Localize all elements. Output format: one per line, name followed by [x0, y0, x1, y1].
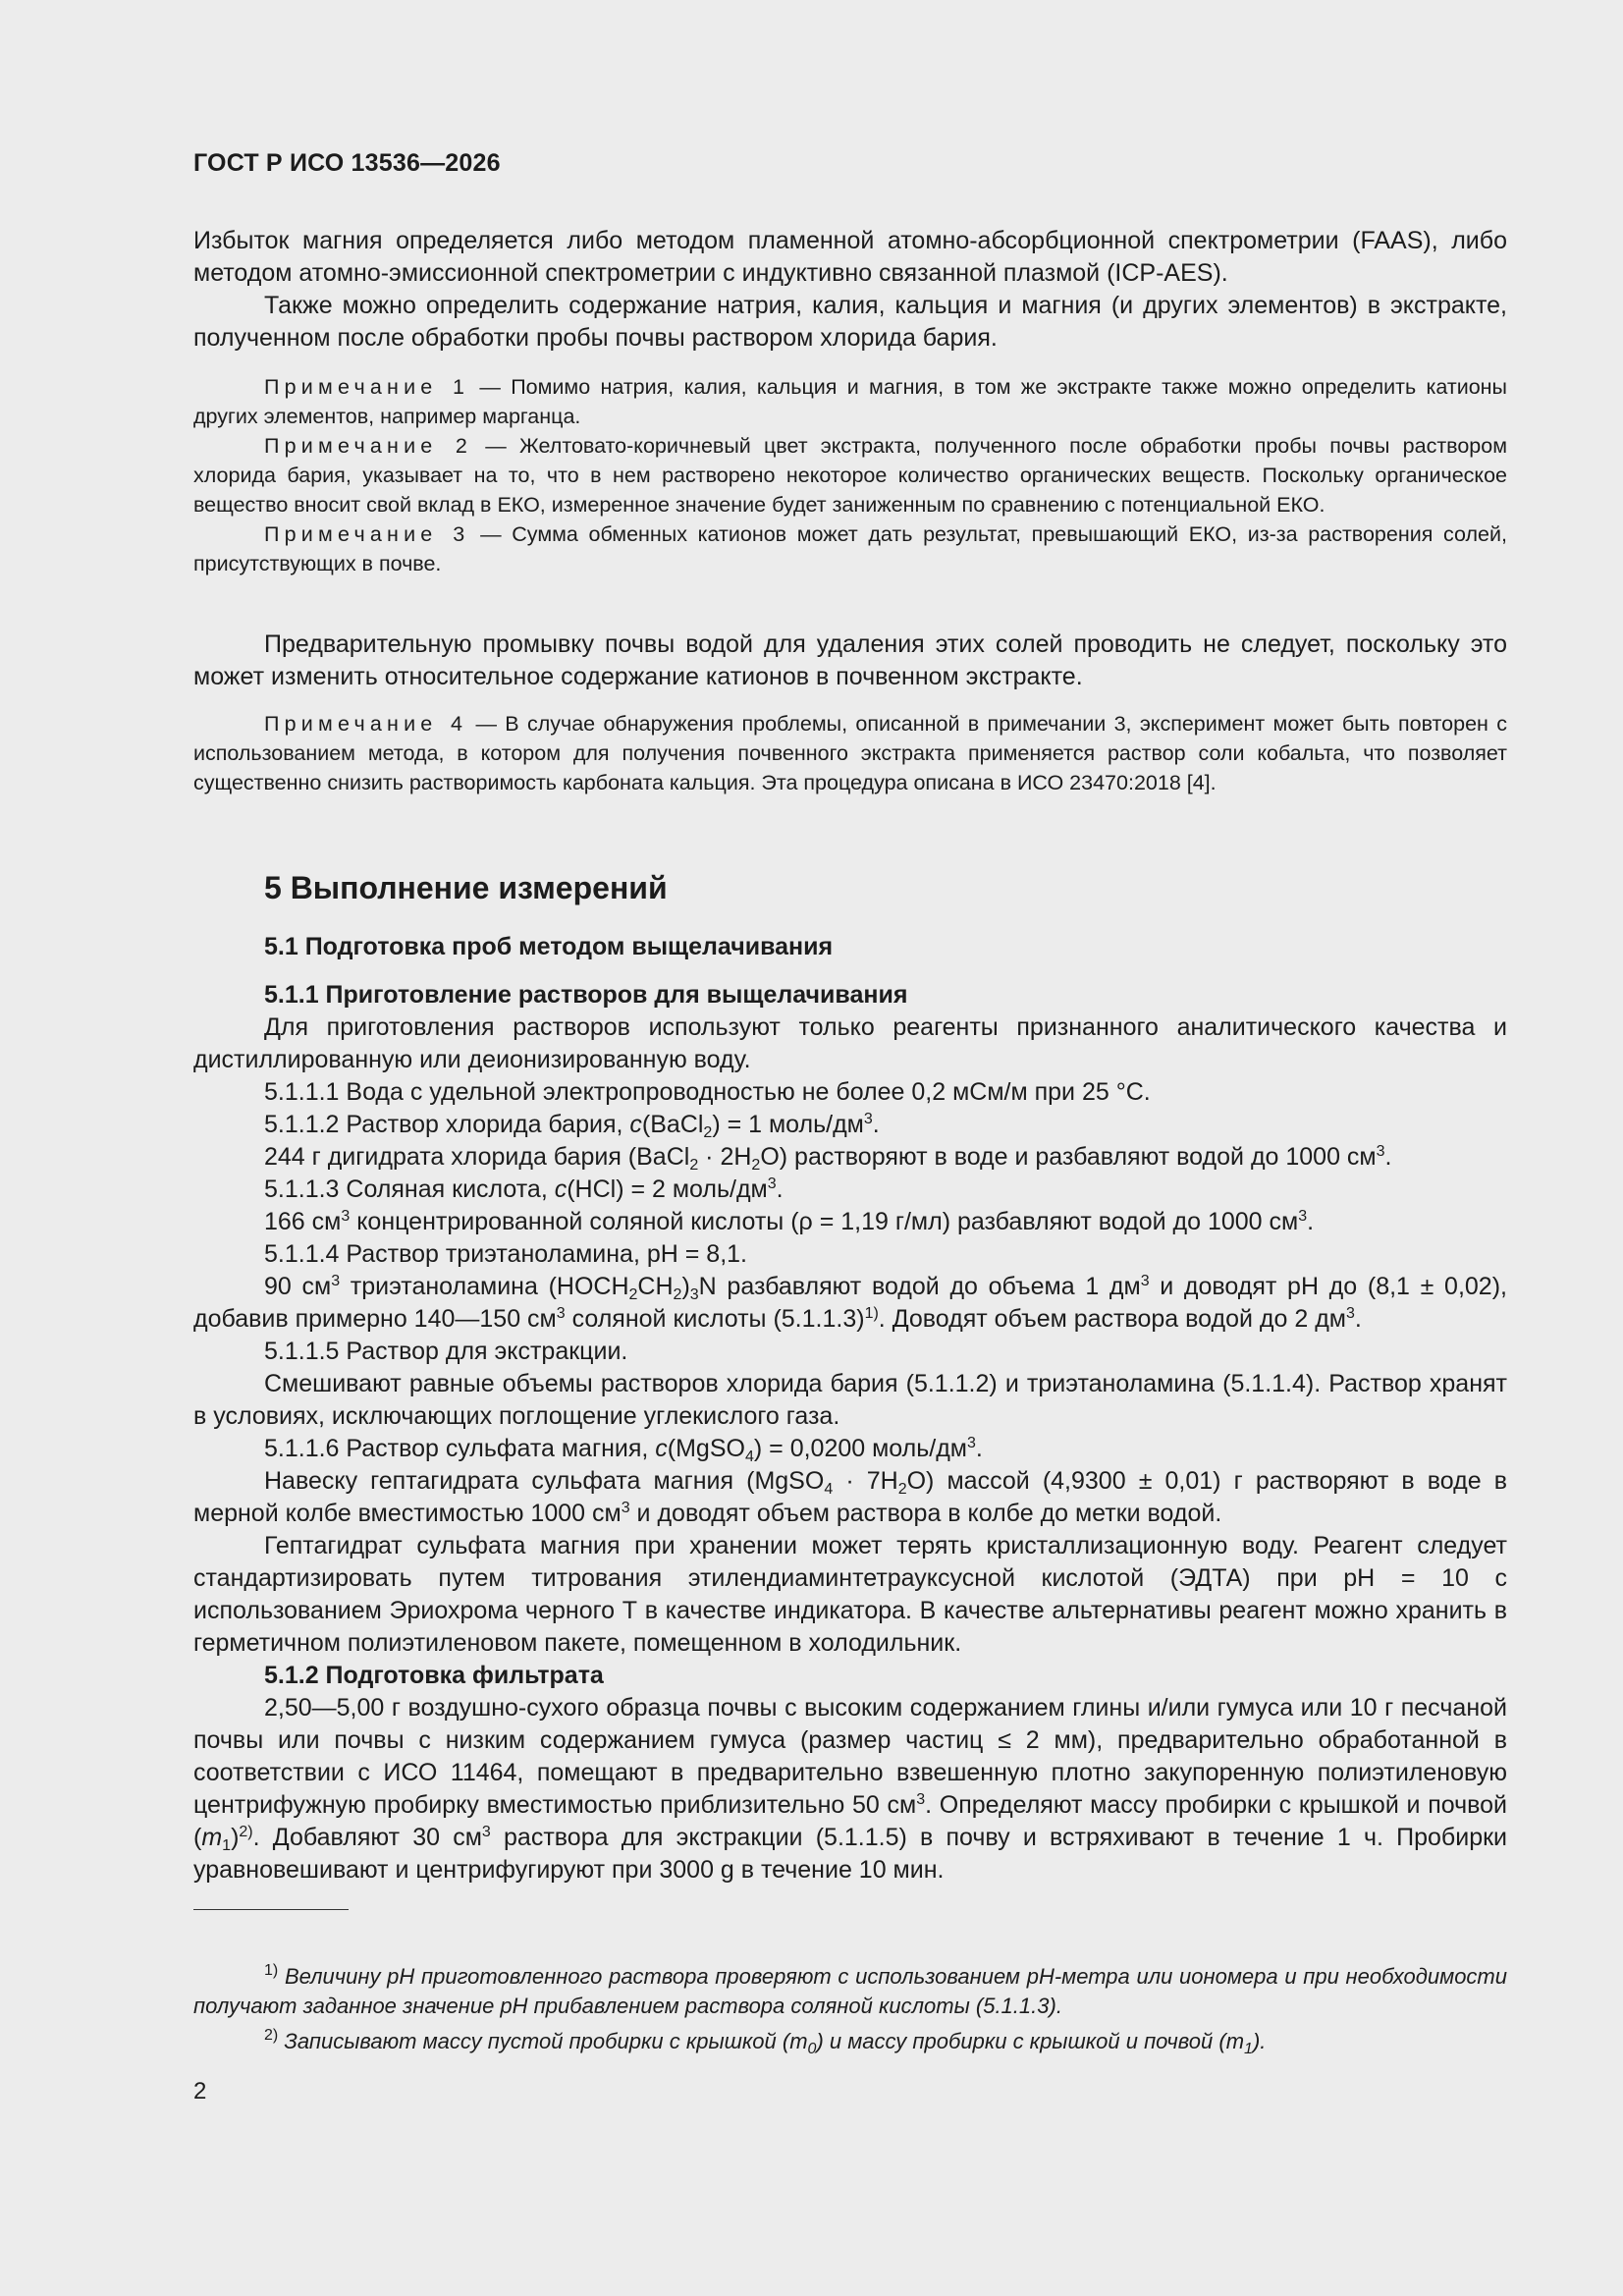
subsection-5-1-1: [193, 979, 1507, 1886]
note-label: Примечание 3: [264, 522, 470, 546]
subsection-5-1: [193, 931, 1507, 963]
note-label: Примечание 4: [264, 712, 468, 736]
note-4: Примечание 4 — В случае обнаружения проблемы, описанной в примечании 3, эксперимент может быть повторен с использованием метода, в котором для получения почвенного экстракта применяется раствор соли кобальта, что позволяет существенно снизить растворимость карбоната кальция. Эта процедура описана в ИСО 23470:2018 [4].: [193, 712, 1507, 794]
paragraph: 244 г дигидрата хлорида бария (BaCl$_2$ · $2H_2O$) растворяют в воде и разбавляют водой до 1000 $см^3$.: [264, 1143, 1392, 1174]
subsection-heading: 5.1.1 Приготовление растворов для выщелачивания: [264, 981, 908, 1009]
paragraph: Также можно определить содержание натрия, калия, кальция и магния (и других элементов) в экстракте, полученном после обработки пробы почвы раствором хлорида бария.: [193, 292, 1507, 352]
item-5-1-1-2: 5.1.1.2 Раствор хлорида бария, c(BaCl$_2$) = 1 моль/$дм^3$.: [264, 1111, 880, 1141]
paragraph: Для приготовления растворов используют только реагенты признанного аналитического качества и дистиллированную или деионизированную воду.: [193, 1013, 1507, 1073]
paragraph: 90 $см^3$ триэтаноламина $(HOCH_2CH_2)_3N$ разбавляют водой до объема 1 $дм^3$ и доводят pH до (8,1 ± 0,02), добавив примерно 140—150 $см^3$ соляной кислоты $(5.1.1.3)^{1)}$. Доводят объем раствора водой до 2 $дм^3$.: [193, 1273, 1507, 1333]
footnote-ref: 1): [864, 1305, 879, 1323]
section-heading: 5 Выполнение измерений: [264, 870, 668, 905]
intro-block: [193, 225, 1507, 355]
footnote-1: $^{1)}$ Величину pH приготовленного раствора проверяют с использованием pH-метра или иономера и при необходимости получают заданное значение pH прибавлением раствора соляной кислоты (5.1.1.3).: [193, 1962, 1507, 2018]
document-header: ГОСТ Р ИСО 13536—2026: [193, 149, 501, 177]
paragraph: 2,50—5,00 г воздушно-сухого образца почвы с высоким содержанием глины и/или гумуса или 10 г песчаной почвы или почвы с низким содержанием гумуса (размер частиц ≤ 2 мм), предварительно обработанной в соответствии с ИСО 11464, помещают в предварительно взвешенную плотно закупоренную полиэтиленовую центрифужную пробирку вместимостью приблизительно 50 $см^3$. Определяют массу пробирки с крышкой и почвой $(m_1)^{2)}$. Добавляют 30 $см^3$ раствора для экстракции (5.1.1.5) в почву и встряхивают в течение 1 ч. Пробирки уравновешивают и центрифугируют при 3000 g в течение 10 мин.: [193, 1694, 1507, 1884]
item-5-1-1-4: 5.1.1.4 Раствор триэтаноламина, pH = 8,1.: [264, 1240, 748, 1268]
notes-block: [193, 372, 1507, 578]
item-5-1-1-3: 5.1.1.3 Соляная кислота, c(HCl) = 2 моль/$дм^3$.: [264, 1175, 784, 1203]
footnote-separator: [193, 1909, 349, 1910]
item-5-1-1-6: 5.1.1.6 Раствор сульфата магния, c(MgSO$_4$) = 0,0200 моль/$дм^3$.: [264, 1435, 983, 1465]
note-label: Примечание 1: [264, 375, 470, 399]
paragraph: Смешивают равные объемы растворов хлорида бария (5.1.1.2) и триэтаноламина (5.1.1.4). Раствор хранят в условиях, исключающих поглощение углекислого газа.: [193, 1370, 1507, 1430]
note-2: Примечание 2 — Желтовато-коричневый цвет экстракта, полученного после обработки пробы почвы раствором хлорида бария, указывает на то, что в нем растворено некоторое количество органических веществ. Поскольку органическое вещество вносит свой вклад в ЕКО, измеренное значение будет заниженным по сравнению с потенциальной ЕКО.: [193, 434, 1507, 517]
paragraph: Навеску гептагидрата сульфата магния (MgSO$_4$ · $7H_2O$) массой (4,9300 ± 0,01) г растворяют в воде в мерной колбе вместимостью 1000 $см^3$ и доводят объем раствора в колбе до метки водой.: [193, 1467, 1507, 1527]
paragraph-block: [193, 629, 1507, 693]
paragraph: Гептагидрат сульфата магния при хранении может терять кристаллизационную воду. Реагент следует стандартизировать путем титрования этилендиаминтетрауксусной кислотой (ЭДТА) при pH = 10 с использованием Эриохрома черного Т в качестве индикатора. В качестве альтернативы реагент можно хранить в герметичном полиэтиленовом пакете, помещенном в холодильник.: [193, 1532, 1507, 1657]
page-number: 2: [193, 2078, 207, 2105]
item-5-1-1-5: 5.1.1.5 Раствор для экстракции.: [264, 1338, 628, 1365]
item-5-1-1-1: 5.1.1.1 Вода с удельной электропроводностью не более 0,2 мСм/м при 25 °С.: [264, 1078, 1151, 1106]
paragraph: Избыток магния определяется либо методом пламенной атомно-абсорбционной спектрометрии (FAAS), либо методом атомно-эмиссионной спектрометрии с индуктивно связанной плазмой (ICP-AES).: [193, 227, 1507, 287]
footnotes: [193, 1962, 1507, 2056]
section-5: [193, 870, 1507, 906]
footnote-ref: 2): [239, 1824, 253, 1841]
paragraph: 166 $см^3$ концентрированной соляной кислоты (ρ = 1,19 г/мл) разбавляют водой до 1000 $см^3$.: [264, 1208, 1315, 1235]
note-1: Примечание 1 — Помимо натрия, калия, кальция и магния, в том же экстракте также можно определить катионы других элементов, например марганца.: [193, 375, 1507, 428]
note-3: Примечание 3 — Сумма обменных катионов может дать результат, превышающий ЕКО, из-за растворения солей, присутствующих в почве.: [193, 522, 1507, 575]
notes-block: [193, 709, 1507, 797]
note-label: Примечание 2: [264, 434, 473, 458]
paragraph: Предварительную промывку почвы водой для удаления этих солей проводить не следует, поскольку это может изменить относительное содержание катионов в почвенном экстракте.: [193, 630, 1507, 690]
subsection-heading: 5.1.2 Подготовка фильтрата: [264, 1662, 604, 1689]
footnote-2: $^{2)}$ Записывают массу пустой пробирки с крышкой $(m_0)$ и массу пробирки с крышкой и почвой $(m_1)$.: [264, 2027, 1267, 2057]
subsection-heading: 5.1 Подготовка проб методом выщелачивания: [264, 933, 834, 960]
